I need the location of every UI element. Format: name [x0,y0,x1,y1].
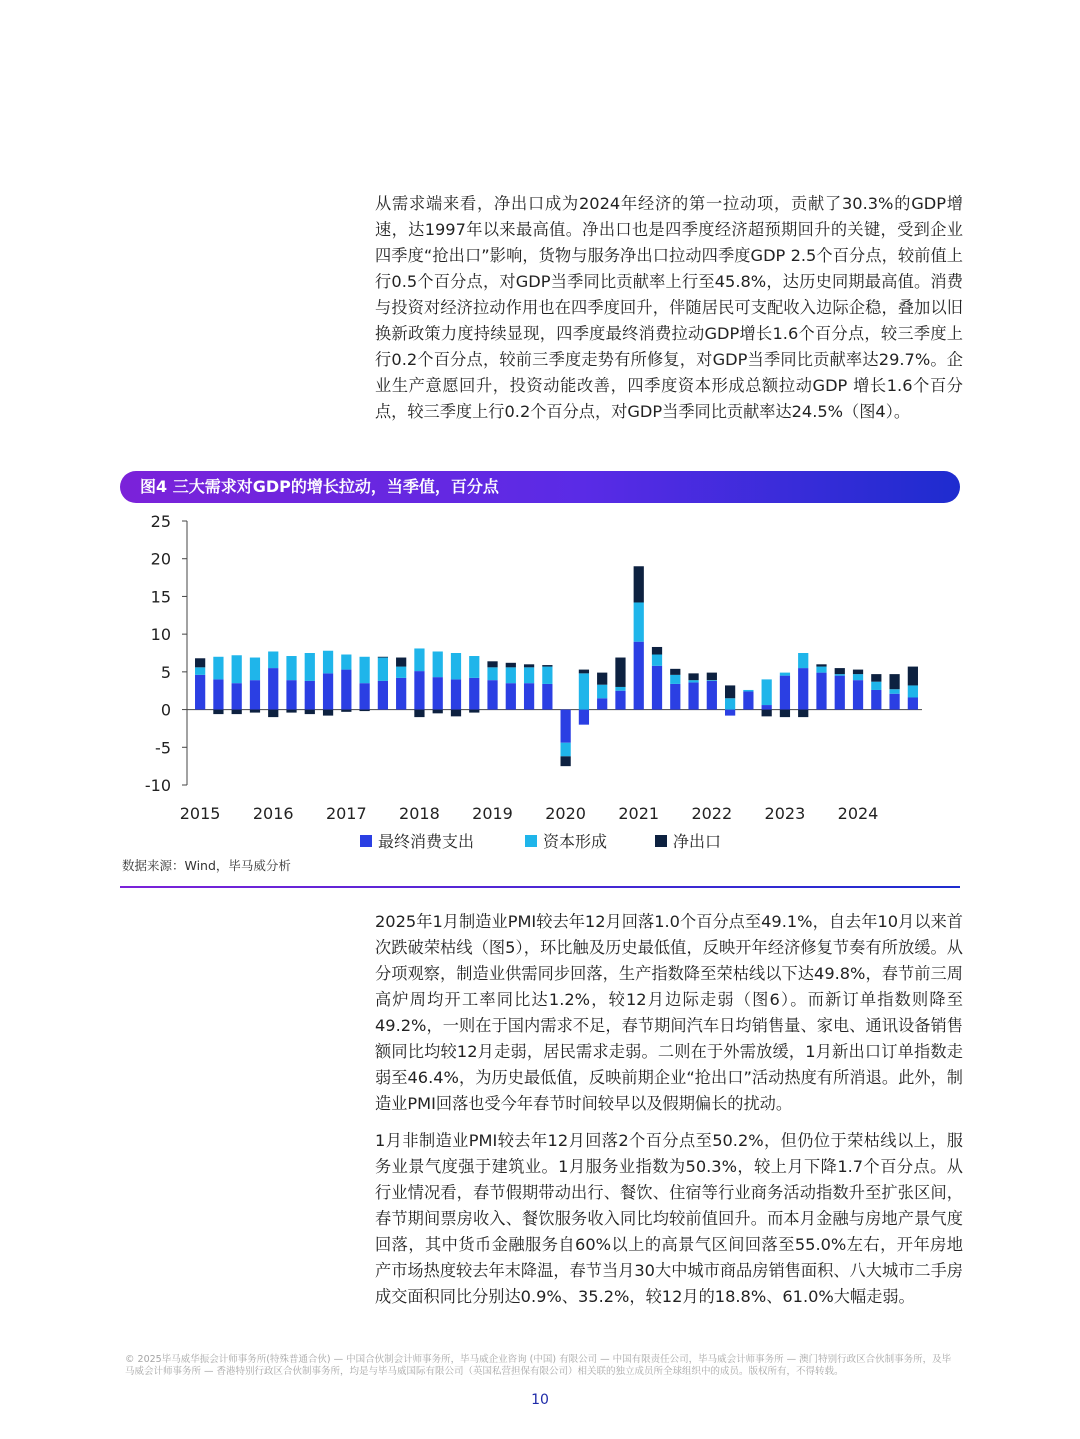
bar-segment [597,698,607,709]
bar-segment [688,680,698,682]
bar-segment [889,674,899,689]
bar-segment [360,710,370,712]
bar-segment [579,670,589,674]
bar-segment [670,669,680,675]
bar-segment [195,658,205,667]
bar-segment [232,710,242,715]
bar-segment [451,653,461,679]
x-tick-label: 2019 [472,804,513,823]
bar-segment [725,698,735,709]
bar-segment [232,655,242,683]
bar-segment [707,673,717,681]
bar-segment [743,690,753,692]
y-tick-label: -10 [144,776,171,795]
bar-segment [670,684,680,710]
bar-segment [305,681,315,710]
bar-segment [378,657,388,658]
bar-segment [780,676,790,710]
bar-segment [268,668,278,709]
bar-segment [615,687,625,691]
bar-segment [634,642,644,710]
bar-segment [762,710,772,717]
chart-x-labels [180,804,879,823]
x-tick-label: 2018 [399,804,440,823]
bar-segment [487,667,497,680]
bar-segment [853,680,863,709]
bar-segment [542,665,552,667]
bar-segment [743,691,753,709]
bar-segment [286,656,296,680]
legend-swatch [525,835,537,847]
bar-segment [469,656,479,678]
bar-segment [506,667,516,683]
bar-segment [634,602,644,641]
x-tick-label: 2023 [764,804,806,823]
bar-segment [378,658,388,681]
section-divider [120,886,960,888]
paragraph-manufacturing-pmi: 2025年1月制造业PMI较去年12月回落1.0个百分点至49.1%，自去年10月以来首次跌破荣枯线（图5），环比触及历史最低值，反映开年经济修复节奏有所放缓。从分项观察，制造业供需同步回落，生产指数降至荣枯线以下达49.8%，春节前三周高炉周均开工率同比达1.2%，较12月边际走弱（图6）。而新订单指数则降至49.2%，一则在于国内需求不足，春节期间汽车日均销售量、家电、通讯设备销售额同比均较12月走弱，居民需求走弱。二则在于外需放缓，1月新出口订单指数走弱至46.4%，为历史最低值，反映前期企业“抢出口”活动热度有所消退。此外，制造业PMI回落也受今年春节时间较早以及假期偏长的扰动。 [375,912,963,1113]
bar-segment [670,675,680,684]
bar-segment [305,653,315,681]
bar-segment [762,705,772,710]
paragraph-demand-side: 从需求端来看，净出口成为2024年经济的第一拉动项，贡献了30.3%的GDP增速，达1997年以来最高值。净出口也是四季度经济超预期回升的关键，受到企业四季度“抢出口”影响，货物与服务净出口拉动四季度GDP 2.5个百分点，较前值上行0.5个百分点，对GDP当季同比贡献率上行至45.8%，达历史同期最高值。消费与投资对经济拉动作用也在四季度回升，伴随居民可支配收入边际企稳，叠加以旧换新政策力度持续显现，四季度最终消费拉动GDP增长1.6个百分点，较三季度上行0.2个百分点，较前三季度走势有所修复，对GDP当季同比贡献率达29.7%。企业生产意愿回升，投资动能改善，四季度资本形成总额拉动GDP 增长1.6个百分点，较三季度上行0.2个百分点，对GDP当季同比贡献率达24.5%（图4）。 [375,194,963,421]
bar-segment [725,710,735,716]
bar-segment [378,681,388,710]
bar-segment [725,685,735,698]
bar-segment [323,651,333,674]
figure-title-banner: 图4 三大需求对GDP的增长拉动，当季值，百分点 [120,471,960,503]
page-number: 10 [531,1392,549,1408]
bar-segment [871,690,881,710]
bar-segment [213,657,223,680]
bar-segment [652,655,662,666]
bar-segment [853,670,863,675]
bar-segment [232,683,242,709]
bar-segment [780,673,790,676]
bar-segment [341,710,351,712]
x-tick-label: 2022 [691,804,733,823]
bar-segment [268,710,278,718]
bar-segment [908,667,918,686]
y-tick-label: 15 [150,587,171,607]
bar-segment [360,683,370,709]
gdp-contribution-chart [120,505,960,855]
bar-segment [688,682,698,709]
bar-segment [414,710,424,718]
bar-segment [561,743,571,757]
y-tick-label: 5 [160,662,171,682]
x-tick-label: 2020 [545,804,586,823]
bar-segment [195,675,205,710]
bar-segment [487,680,497,709]
x-tick-label: 2015 [179,804,221,823]
bar-segment [615,691,625,710]
bar-segment [652,666,662,710]
bar-segment [835,676,845,710]
bar-segment [835,674,845,676]
bar-segment [323,710,333,716]
x-tick-label: 2021 [618,804,660,823]
bar-segment [506,683,516,709]
bar-segment [268,651,278,668]
y-tick-label: 25 [150,512,171,531]
bar-segment [542,684,552,710]
copyright-footer: © 2025毕马威华振会计师事务所(特殊普通合伙) — 中国合伙制会计师事务所，毕马威企业咨询 (中国) 有限公司 — 中国有限责任公司，毕马威会计师事务所 — 澳门特别行政区合伙制事务所，及毕马威会计师事务所 — 香港特别行政区合伙制事务所，均是与毕马威国际有限公司（英国私营担保有限公司）相关联的独立成员所全球组织中的成员。版权所有，不得转载。 [125,1354,952,1377]
bar-segment [250,680,260,709]
bar-segment [487,661,497,667]
bar-segment [286,710,296,713]
bar-segment [396,667,406,678]
bar-segment [908,698,918,710]
bar-segment [213,710,223,715]
bar-segment [889,689,899,694]
bar-segment [323,673,333,709]
bar-segment [414,648,424,671]
bar-segment [835,668,845,674]
bar-segment [414,671,424,709]
bar-segment [451,710,461,717]
bar-segment [305,710,315,715]
x-tick-label: 2024 [837,804,879,823]
bar-segment [561,710,571,743]
paragraph-non-manufacturing-pmi: 1月非制造业PMI较去年12月回落2个百分点至50.2%，但仍位于荣枯线以上，服务业景气度强于建筑业。1月服务业指数为50.3%，较上月下降1.7个百分点。从行业情况看，春节假期带动出行、餐饮、住宿等行业商务活动指数升至扩张区间，春节期间票房收入、餐饮服务收入同比均较前值回升。而本月金融与房地产景气度回落，其中货币金融服务自60%以上的高景气区间回落至55.0%左右，开年房地产市场热度较去年末降温，春节当月30大中城市商品房销售面积、八大城市二手房成交面积同比分别达0.9%、35.2%，较12月的18.8%、61.0%大幅走弱。 [375,1131,963,1306]
bar-segment [597,685,607,699]
bar-segment [506,663,516,668]
figure-source: 数据来源：Wind，毕马威分析 [122,858,291,873]
bar-segment [762,679,772,705]
bar-segment [780,710,790,718]
y-tick-label: 10 [150,625,171,645]
bar-segment [816,673,826,710]
bar-segment [579,710,589,725]
bar-segment [341,670,351,710]
bar-segment [597,673,607,685]
legend-swatch [360,835,372,847]
bar-segment [707,681,717,710]
bar-segment [433,710,443,714]
legend-label: 最终消费支出 [378,832,475,851]
bar-segment [707,680,717,681]
bar-segment [433,651,443,677]
legend-swatch [655,835,667,847]
bar-segment [561,756,571,766]
bar-segment [816,664,826,666]
y-tick-label: 0 [160,700,171,720]
bar-segment [524,667,534,683]
bar-segment [341,655,351,670]
bar-segment [396,678,406,710]
bar-segment [889,694,899,710]
x-tick-label: 2016 [252,804,294,823]
bar-segment [816,667,826,673]
x-tick-label: 2017 [325,804,367,823]
bar-segment [798,653,808,668]
bar-segment [433,677,443,709]
bar-segment [634,566,644,602]
legend-label: 净出口 [673,832,722,851]
bar-segment [853,674,863,680]
bar-segment [688,673,698,680]
bar-segment [798,668,808,709]
bar-segment [286,680,296,709]
bar-segment [798,710,808,718]
bar-segment [908,685,918,697]
bar-segment [542,667,552,684]
bar-segment [360,657,370,683]
bar-segment [469,678,479,710]
bar-segment [871,682,881,690]
bar-segment [579,673,589,709]
bar-segment [469,710,479,713]
bar-segment [250,658,260,681]
bar-segment [615,658,625,687]
bar-segment [213,679,223,709]
chart-bars [195,566,918,766]
legend-label: 资本形成 [543,832,608,851]
bar-segment [524,683,534,709]
bar-segment [451,679,461,709]
bar-segment [652,647,662,655]
bar-segment [524,664,534,667]
bar-segment [250,710,260,713]
y-tick-label: -5 [155,738,171,758]
bar-segment [195,667,205,675]
y-tick-label: 20 [150,549,171,569]
bar-segment [396,658,406,667]
bar-segment [871,674,881,682]
chart-legend [360,832,721,851]
